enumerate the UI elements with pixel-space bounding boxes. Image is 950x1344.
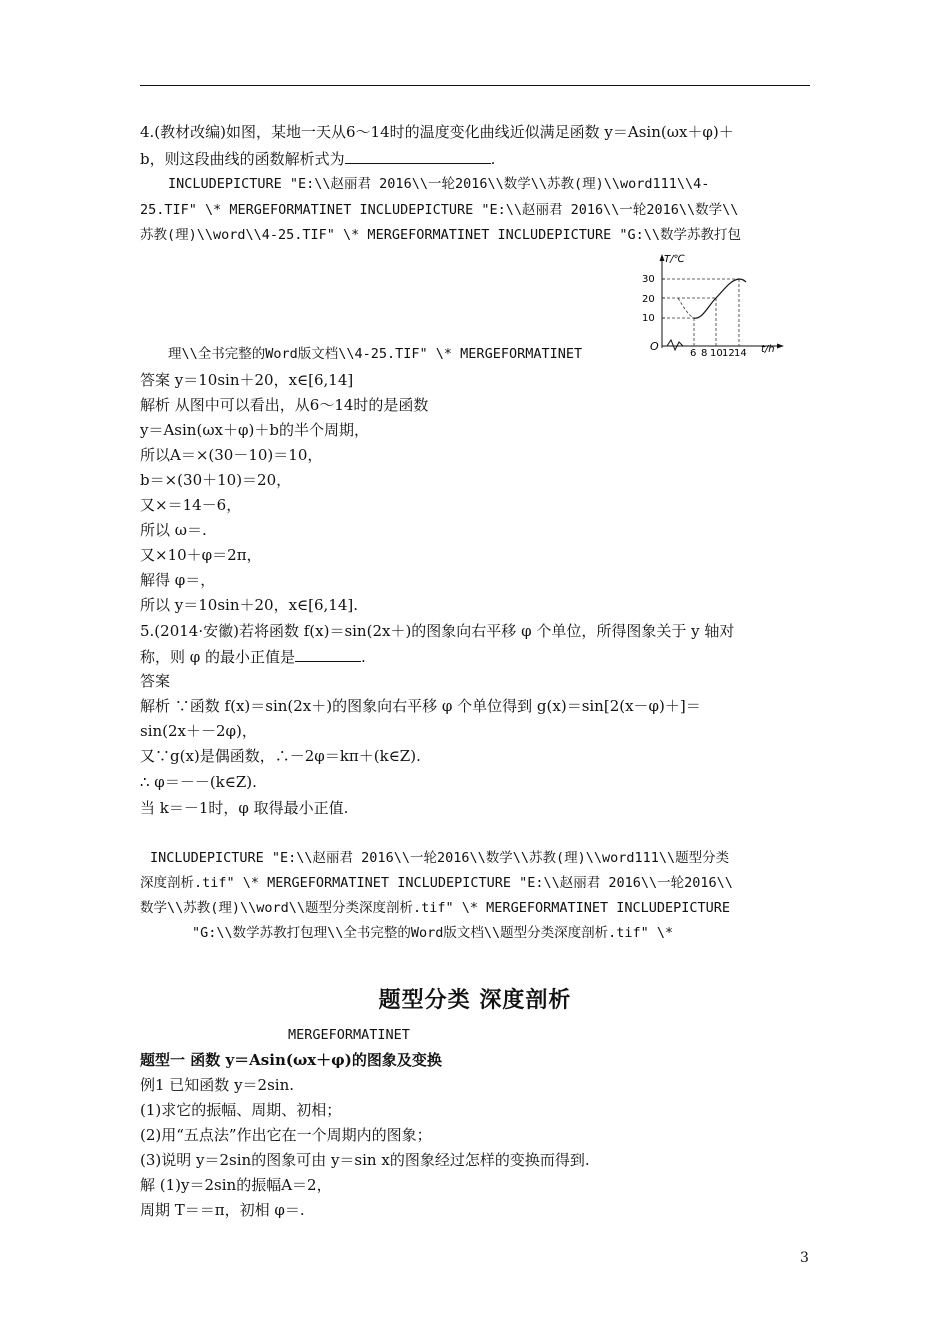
y-axis-label: T/℃ (664, 254, 685, 265)
x-tick-label-8: 8 (701, 348, 708, 359)
answer-blank (345, 148, 491, 164)
mergeformat-field: MERGEFORMATINET (288, 1027, 410, 1043)
example-1-line-3: (2)用“五点法”作出它在一个周期内的图象； (140, 1126, 432, 1144)
x-tick-label-14: 14 (734, 348, 747, 359)
solution-4-line-7: 又×10＋φ＝2π， (140, 546, 262, 564)
x-tick-label-12: 12 (722, 348, 735, 359)
includepicture-field-4: 理\\全书完整的Word版文档\\4-25.TIF" \* MERGEFORMATINET (168, 346, 583, 362)
problem-5-answer: 答案 (140, 672, 171, 690)
example-1-line-5: 解 (1)y＝2sin的振幅A＝2， (140, 1176, 332, 1194)
answer-blank (295, 646, 361, 662)
solution-4-line-8: 解得 φ＝， (140, 571, 216, 589)
curve-extension (678, 298, 694, 318)
page-number: 3 (800, 1250, 809, 1266)
solution-5-line-4: ∴ φ＝－－(k∈Z). (140, 773, 257, 791)
solution-5-line-1: 解析 ∵函数 f(x)＝sin(2x＋)的图象向右平移 φ 个单位得到 g(x)＝sin[2(x－φ)＋]＝ (140, 697, 701, 715)
temperature-graph (640, 250, 790, 360)
example-1-line-4: (3)说明 y＝2sin的图象可由 y＝sin x的图象经过怎样的变换而得到. (140, 1151, 590, 1169)
problem-5-line-2: 称，则 φ 的最小正值是 . (140, 648, 366, 666)
solution-5-line-2: sin(2x＋－2φ)， (140, 722, 257, 740)
solution-5-line-3: 又∵g(x)是偶函数，∴－2φ＝kπ＋(k∈Z). (140, 747, 421, 765)
includepicture-field-1: INCLUDEPICTURE "E:\\赵丽君 2016\\一轮2016\\数学\\苏教(理)\\word111\\4- (168, 176, 710, 192)
problem-4-line-2: b，则这段曲线的函数解析式为 . (140, 150, 496, 168)
example-1-line-2: (1)求它的振幅、周期、初相； (140, 1101, 342, 1119)
includepicture-field-6: 深度剖析.tif" \* MERGEFORMATINET INCLUDEPICTURE "E:\\赵丽君 2016\\一轮2016\\ (140, 875, 733, 891)
section-title: 题型分类 深度剖析 (378, 988, 572, 1013)
temperature-curve (694, 279, 746, 318)
solution-4-line-9: 所以 y＝10sin＋20，x∈[6,14]. (140, 596, 359, 614)
includepicture-field-5: INCLUDEPICTURE "E:\\赵丽君 2016\\一轮2016\\数学\\苏教(理)\\word111\\题型分类 (150, 850, 730, 866)
example-1-line-1: 例1 已知函数 y＝2sin. (140, 1076, 295, 1094)
example-1-line-6: 周期 T＝＝π，初相 φ＝. (140, 1201, 305, 1219)
y-tick-label-30: 30 (642, 274, 655, 285)
problem-4-answer: 答案 y＝10sin＋20，x∈[6,14] (140, 371, 354, 389)
solution-4-line-3: 所以A＝×(30－10)＝10， (140, 446, 323, 464)
includepicture-field-7: 数学\\苏教(理)\\word\\题型分类深度剖析.tif" \* MERGEFORMATINET INCLUDEPICTURE (140, 900, 731, 916)
axis-break (667, 340, 683, 350)
x-axis-arrow (777, 344, 784, 349)
guide-lines (662, 279, 739, 346)
header-rule (140, 85, 810, 86)
includepicture-field-2: 25.TIF" \* MERGEFORMATINET INCLUDEPICTURE "E:\\赵丽君 2016\\一轮2016\\数学\\ (140, 202, 739, 218)
topic-heading: 题型一 函数 y＝Asin(ωx＋φ)的图象及变换 (140, 1051, 442, 1069)
includepicture-field-3: 苏教(理)\\word\\4-25.TIF" \* MERGEFORMATINET INCLUDEPICTURE "G:\\数学苏教打包 (140, 227, 742, 243)
solution-4-line-2: y＝Asin(ωx＋φ)＋b的半个周期， (140, 421, 369, 439)
y-tick-label-10: 10 (642, 313, 655, 324)
x-axis-label: t/h (761, 344, 775, 355)
x-tick-label-10: 10 (710, 348, 723, 359)
origin-label: O (650, 340, 659, 353)
y-tick-label-20: 20 (642, 294, 655, 305)
solution-4-line-5: 又×＝14－6， (140, 496, 242, 514)
solution-4-line-4: b＝×(30＋10)＝20， (140, 471, 292, 489)
solution-4-line-1: 解析 从图中可以看出，从6～14时的是函数 (140, 396, 429, 414)
solution-4-line-6: 所以 ω＝. (140, 521, 207, 539)
x-tick-label-6: 6 (690, 348, 697, 359)
problem-5-line-1: 5.(2014·安徽)若将函数 f(x)＝sin(2x＋)的图象向右平移 φ 个单位，所得图象关于 y 轴对 (140, 622, 735, 640)
problem-4-line-1: 4.(教材改编)如图，某地一天从6～14时的温度变化曲线近似满足函数 y＝Asin(ωx＋φ)＋ (140, 123, 734, 141)
includepicture-field-8: "G:\\数学苏教打包理\\全书完整的Word版文档\\题型分类深度剖析.tif" \* (192, 925, 674, 941)
solution-5-line-5: 当 k＝－1时，φ 取得最小正值. (140, 799, 349, 817)
